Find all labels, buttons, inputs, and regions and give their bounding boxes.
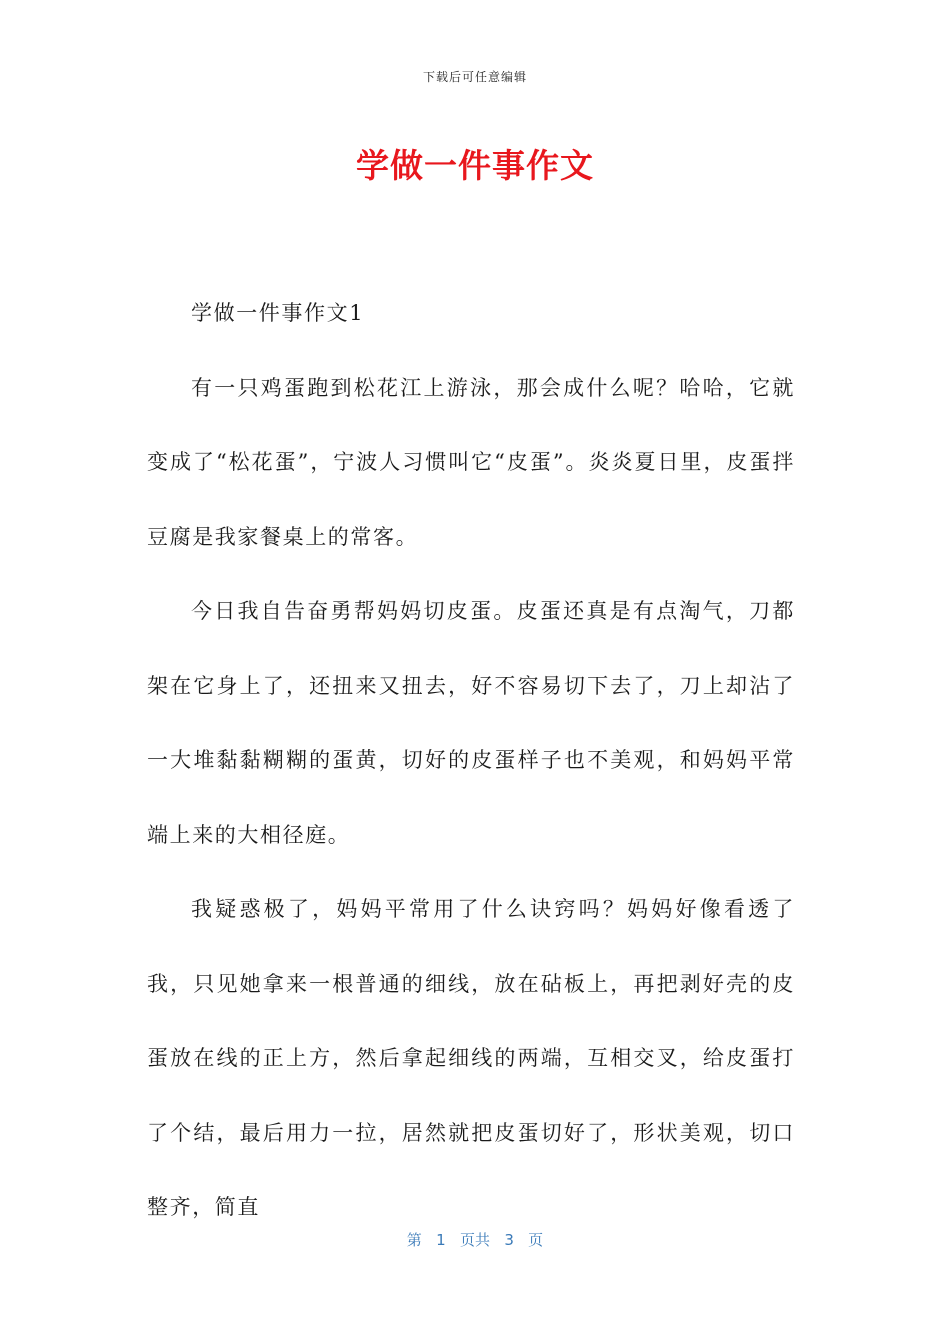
document-body <box>147 276 795 1245</box>
paragraph: 有一只鸡蛋跑到松花江上游泳，那会成什么呢？哈哈，它就变成了“松花蛋”，宁波人习惯叫它“皮蛋”。炎炎夏日里，皮蛋拌豆腐是我家餐桌上的常客。 <box>147 375 795 549</box>
page-footer <box>0 1229 950 1250</box>
paragraph: 我疑惑极了，妈妈平常用了什么诀窍吗？妈妈好像看透了我，只见她拿来一根普通的细线，放在砧板上，再把剥好壳的皮蛋放在线的正上方，然后拿起细线的两端，互相交叉，给皮蛋打了个结，最后用力一拉，居然就把皮蛋切好了，形状美观，切口整齐，简直 <box>147 897 795 1219</box>
current-page-number: 1 <box>436 1231 446 1249</box>
document-title: 学做一件事作文 <box>356 146 594 185</box>
footer-middle: 页共 <box>459 1231 490 1249</box>
paragraph: 今日我自告奋勇帮妈妈切皮蛋。皮蛋还真是有点淘气，刀都架在它身上了，还扭来又扭去，好不容易切下去了，刀上却沾了一大堆黏黏糊糊的蛋黄，切好的皮蛋样子也不美观，和妈妈平常端上来的大相径庭。 <box>147 599 795 847</box>
section-heading: 学做一件事作文1 <box>191 301 365 325</box>
footer-prefix: 第 <box>406 1231 422 1249</box>
header-note: 下载后可任意编辑 <box>422 70 527 84</box>
footer-suffix: 页 <box>528 1231 544 1249</box>
total-pages-number: 3 <box>504 1231 514 1249</box>
